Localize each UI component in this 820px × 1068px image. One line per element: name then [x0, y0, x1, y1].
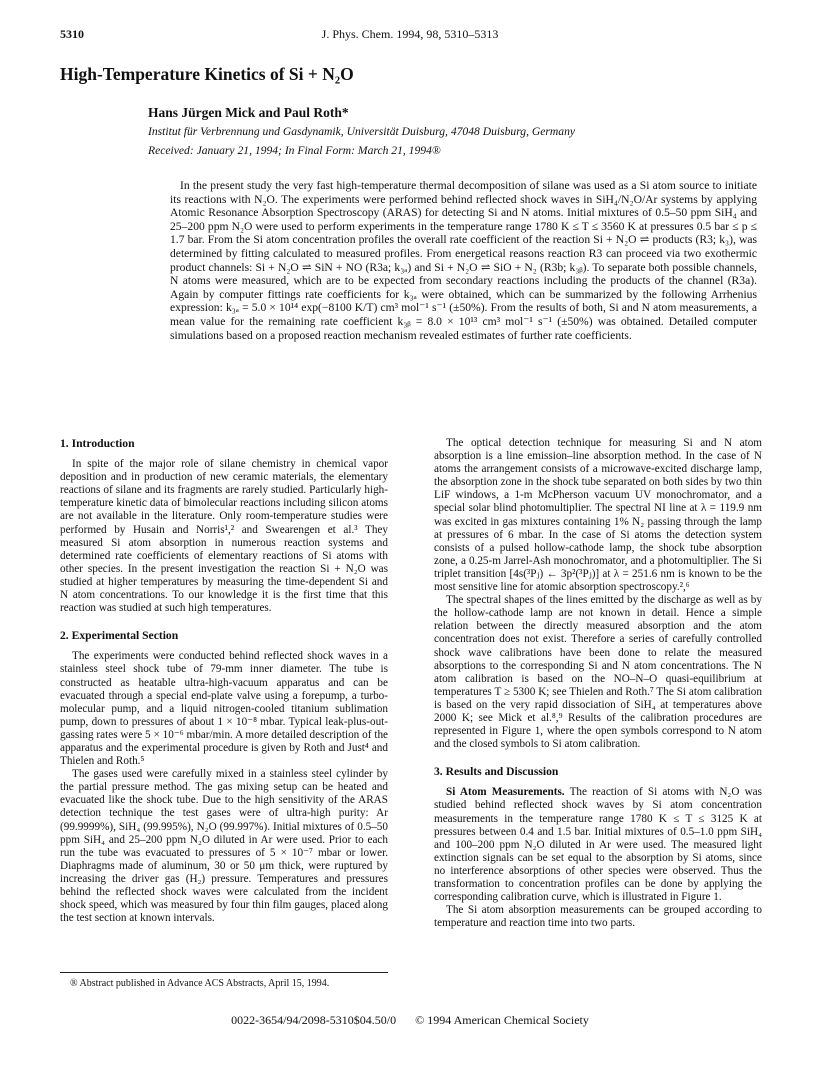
paragraph-text: The reaction of Si atoms with N₂O was studied behind reflected shock waves by Si atom concentration measurements in the temperature range 1780 K ≤ T ≤ 3125 K at pressures between 0.4 and 1.5 bar. Initial mixtures of 0.5–1.0 ppm SiH₄ and 100–200 ppm N₂O diluted in Ar were used. The measured light extinction signals can be set equal to the absorption by Si atoms, since no interference absorptions of other species were observed. Thus the transformation to concentration profiles can be done by applying the corresponding calibration curve, which is illustrated in Figure 1. — [434, 786, 762, 904]
page-footer — [0, 1013, 820, 1028]
article-code: 0022-3654/94/2098-5310$04.50/0 — [231, 1013, 397, 1027]
section-heading-introduction: 1. Introduction — [60, 437, 135, 450]
paragraph: The experiments were conducted behind reflected shock waves in a stainless steel shock tube of 79-mm inner diameter. The tube is constructed as heatable ultra-high-vacuum apparatus and can be evacuated through a special end-plate valve using a forepump, a turbo-molecular pump, and a liquid nitrogen-cooled titanium sublimation pump, down to pressures of about 1 × 10⁻⁸ mbar. Typical leak-plus-out-gassing rates were 5 × 10⁻⁶ mbar/min. A more detailed description of the apparatus and the experimental procedure is given by Roth and Just⁴ and Thielen and Roth.⁵ — [60, 650, 388, 768]
paragraph: The optical detection technique for measuring Si and N atom absorption is a line emission–line absorption method. In the case of N atoms the arrangement consists of a microwave-excited discharge lamp, the absorption zone in the shock tube separated on both sides by two thin LiF windows, a 1-m McPherson vacuum UV monochromator, and a special solar blind photomultiplier. The spectral NI line at λ = 119.9 nm was excited in gas mixtures containing 1% N₂ passing through the lamp at pressures of 6 mbar. In the case of Si atoms the detection system consists of a pulsed hollow-cathode lamp, the shock tube absorption zone, a 0.25-m Jarrel-Ash monochromator, and a photomultiplier. The Si triplet transition [4s(³Pⱼ) ← 3p²(³Pⱼ)] at λ = 251.6 nm is known to be the most sensitive line for atomic absorption spectroscopy.²,⁶ — [434, 437, 762, 594]
paragraph: In spite of the major role of silane chemistry in chemical vapor deposition and in production of new ceramic materials, the elementary reactions of silane and its fragments are rarely studied. Particularly high-temperature kinetic data of bimolecular reactions including silicon atoms are not available in the literature. Only room-temperature studies were performed by Husain and Norris¹,² and Swearengen et al.³ They measured Si atom absorption in numerous reaction systems and determined rate coefficients of elementary reactions of Si atoms with other species. In the present investigation the reaction Si + N₂O was studied at higher temperatures by measuring the time-dependent Si and N atom concentrations. To our knowledge it is the first time that this reaction was studied at such high temperatures. — [60, 458, 388, 615]
copyright-notice: © 1994 American Chemical Society — [415, 1013, 589, 1027]
article-title: High-Temperature Kinetics of Si + N₂O — [60, 64, 354, 84]
page-number: 5310 — [60, 27, 84, 41]
author-list: Hans Jürgen Mick and Paul Roth* — [148, 105, 349, 120]
paragraph — [434, 786, 762, 904]
paragraph: The spectral shapes of the lines emitted by the discharge as well as by the hollow-cathode lamp are not known in detail. Hence a simple relation between the directly measured absorption and the atom concentration does not exist. Therefore a series of carefully controlled shock wave calibrations have been done to relate the measured absorptions to the corresponding Si and N atom concentrations. The N atom calibration is based on the NO–N–O quasi-equilibrium at temperatures T ≥ 5300 K; see Thielen and Roth.⁷ The Si atom calibration is based on the very rapid dissociation of SiH₄ at temperatures above 2000 K; see Mick et al.⁸,⁹ Results of the calibration procedures are represented in Figure 1, where the open symbols correspond to N atom and the closed symbols to Si atom calibration. — [434, 594, 762, 751]
run-in-heading: Si Atom Measurements. — [446, 786, 565, 799]
journal-citation: J. Phys. Chem. 1994, 98, 5310–5313 — [321, 27, 499, 41]
left-column — [60, 437, 388, 925]
running-header — [60, 27, 760, 43]
footnote: ® Abstract published in Advance ACS Abstracts, April 15, 1994. — [60, 972, 388, 989]
author-affiliation: Institut für Verbrennung und Gasdynamik, Universität Duisburg, 47048 Duisburg, Germany — [148, 125, 576, 138]
received-dates: Received: January 21, 1994; In Final Form: March 21, 1994® — [148, 144, 441, 157]
section-heading-results: 3. Results and Discussion — [434, 765, 559, 779]
paragraph: The gases used were carefully mixed in a stainless steel cylinder by the partial pressure method. The gas mixing setup can be heated and evacuated like the shock tube. Due to the high sensitivity of the ARAS detection technique the test gases were of ultra-high purity: Ar (99.9999%), SiH₄ (99.995%), N₂O (99.997%). Initial mixtures of 0.5–50 ppm SiH₄ and 25–200 ppm N₂O diluted in Ar were used. Prior to each run the tube was evacuated to pressures of 5 × 10⁻⁷ mbar or lower. Diaphragms made of aluminum, 30 or 50 μm thick, were ruptured by increasing the driver gas (H₂) pressure. Temperatures and pressures behind the reflected shock waves were calculated from the incident shock speed, which was measured by four thin film gauges, placed along the test section at known intervals. — [60, 768, 388, 925]
paragraph: The Si atom absorption measurements can be grouped according to temperature and reaction time into two parts. — [434, 904, 762, 930]
right-column — [434, 437, 762, 930]
section-heading-experimental: 2. Experimental Section — [60, 629, 179, 643]
abstract: In the present study the very fast high-temperature thermal decomposition of silane was used as a Si atom source to initiate its reactions with N₂O. The experiments were performed behind reflected shock waves in SiH₄/N₂O/Ar systems by applying Atomic Resonance Absorption Spectroscopy (ARAS) for detecting Si and N atoms. Initial mixtures of 0.5–50 ppm SiH₄ and 25–200 ppm N₂O were used to perform experiments in the temperature range 1780 K ≤ T ≤ 3560 K at pressures 0.5 bar ≤ p ≤ 1.7 bar. From the Si atom concentration profiles the overall rate coefficient of the reaction Si + N₂O ⇌ products (R3; k₃), was determined by fitting calculated to measured profiles. From energetical reasons reaction R3 can proceed via two exothermic product channels: Si + N₂O ⇌ SiN + NO (R3a; k₃ₐ) and Si + N₂O ⇌ SiO + N₂ (R3b; k₃ᵦ). To separate both possible channels, N atoms were measured, which are to be expected from secondary reactions including the products of the channel (R3a). Again by computer fittings rate coefficients for k₃ₐ were obtained, which can be summarized by the following Arrhenius expression: k₃ₐ = 5.0 × 10¹⁴ exp(−8100 K/T) cm³ mol⁻¹ s⁻¹ (±50%). From the results of both, Si and N atom measurements, a mean value for the remaining rate coefficient k₃ᵦ = 8.0 × 10¹³ cm³ mol⁻¹ s⁻¹ (±50%) was obtained. Detailed computer simulations based on a proposed reaction mechanism revealed estimates of further rate coefficients. — [170, 179, 757, 342]
